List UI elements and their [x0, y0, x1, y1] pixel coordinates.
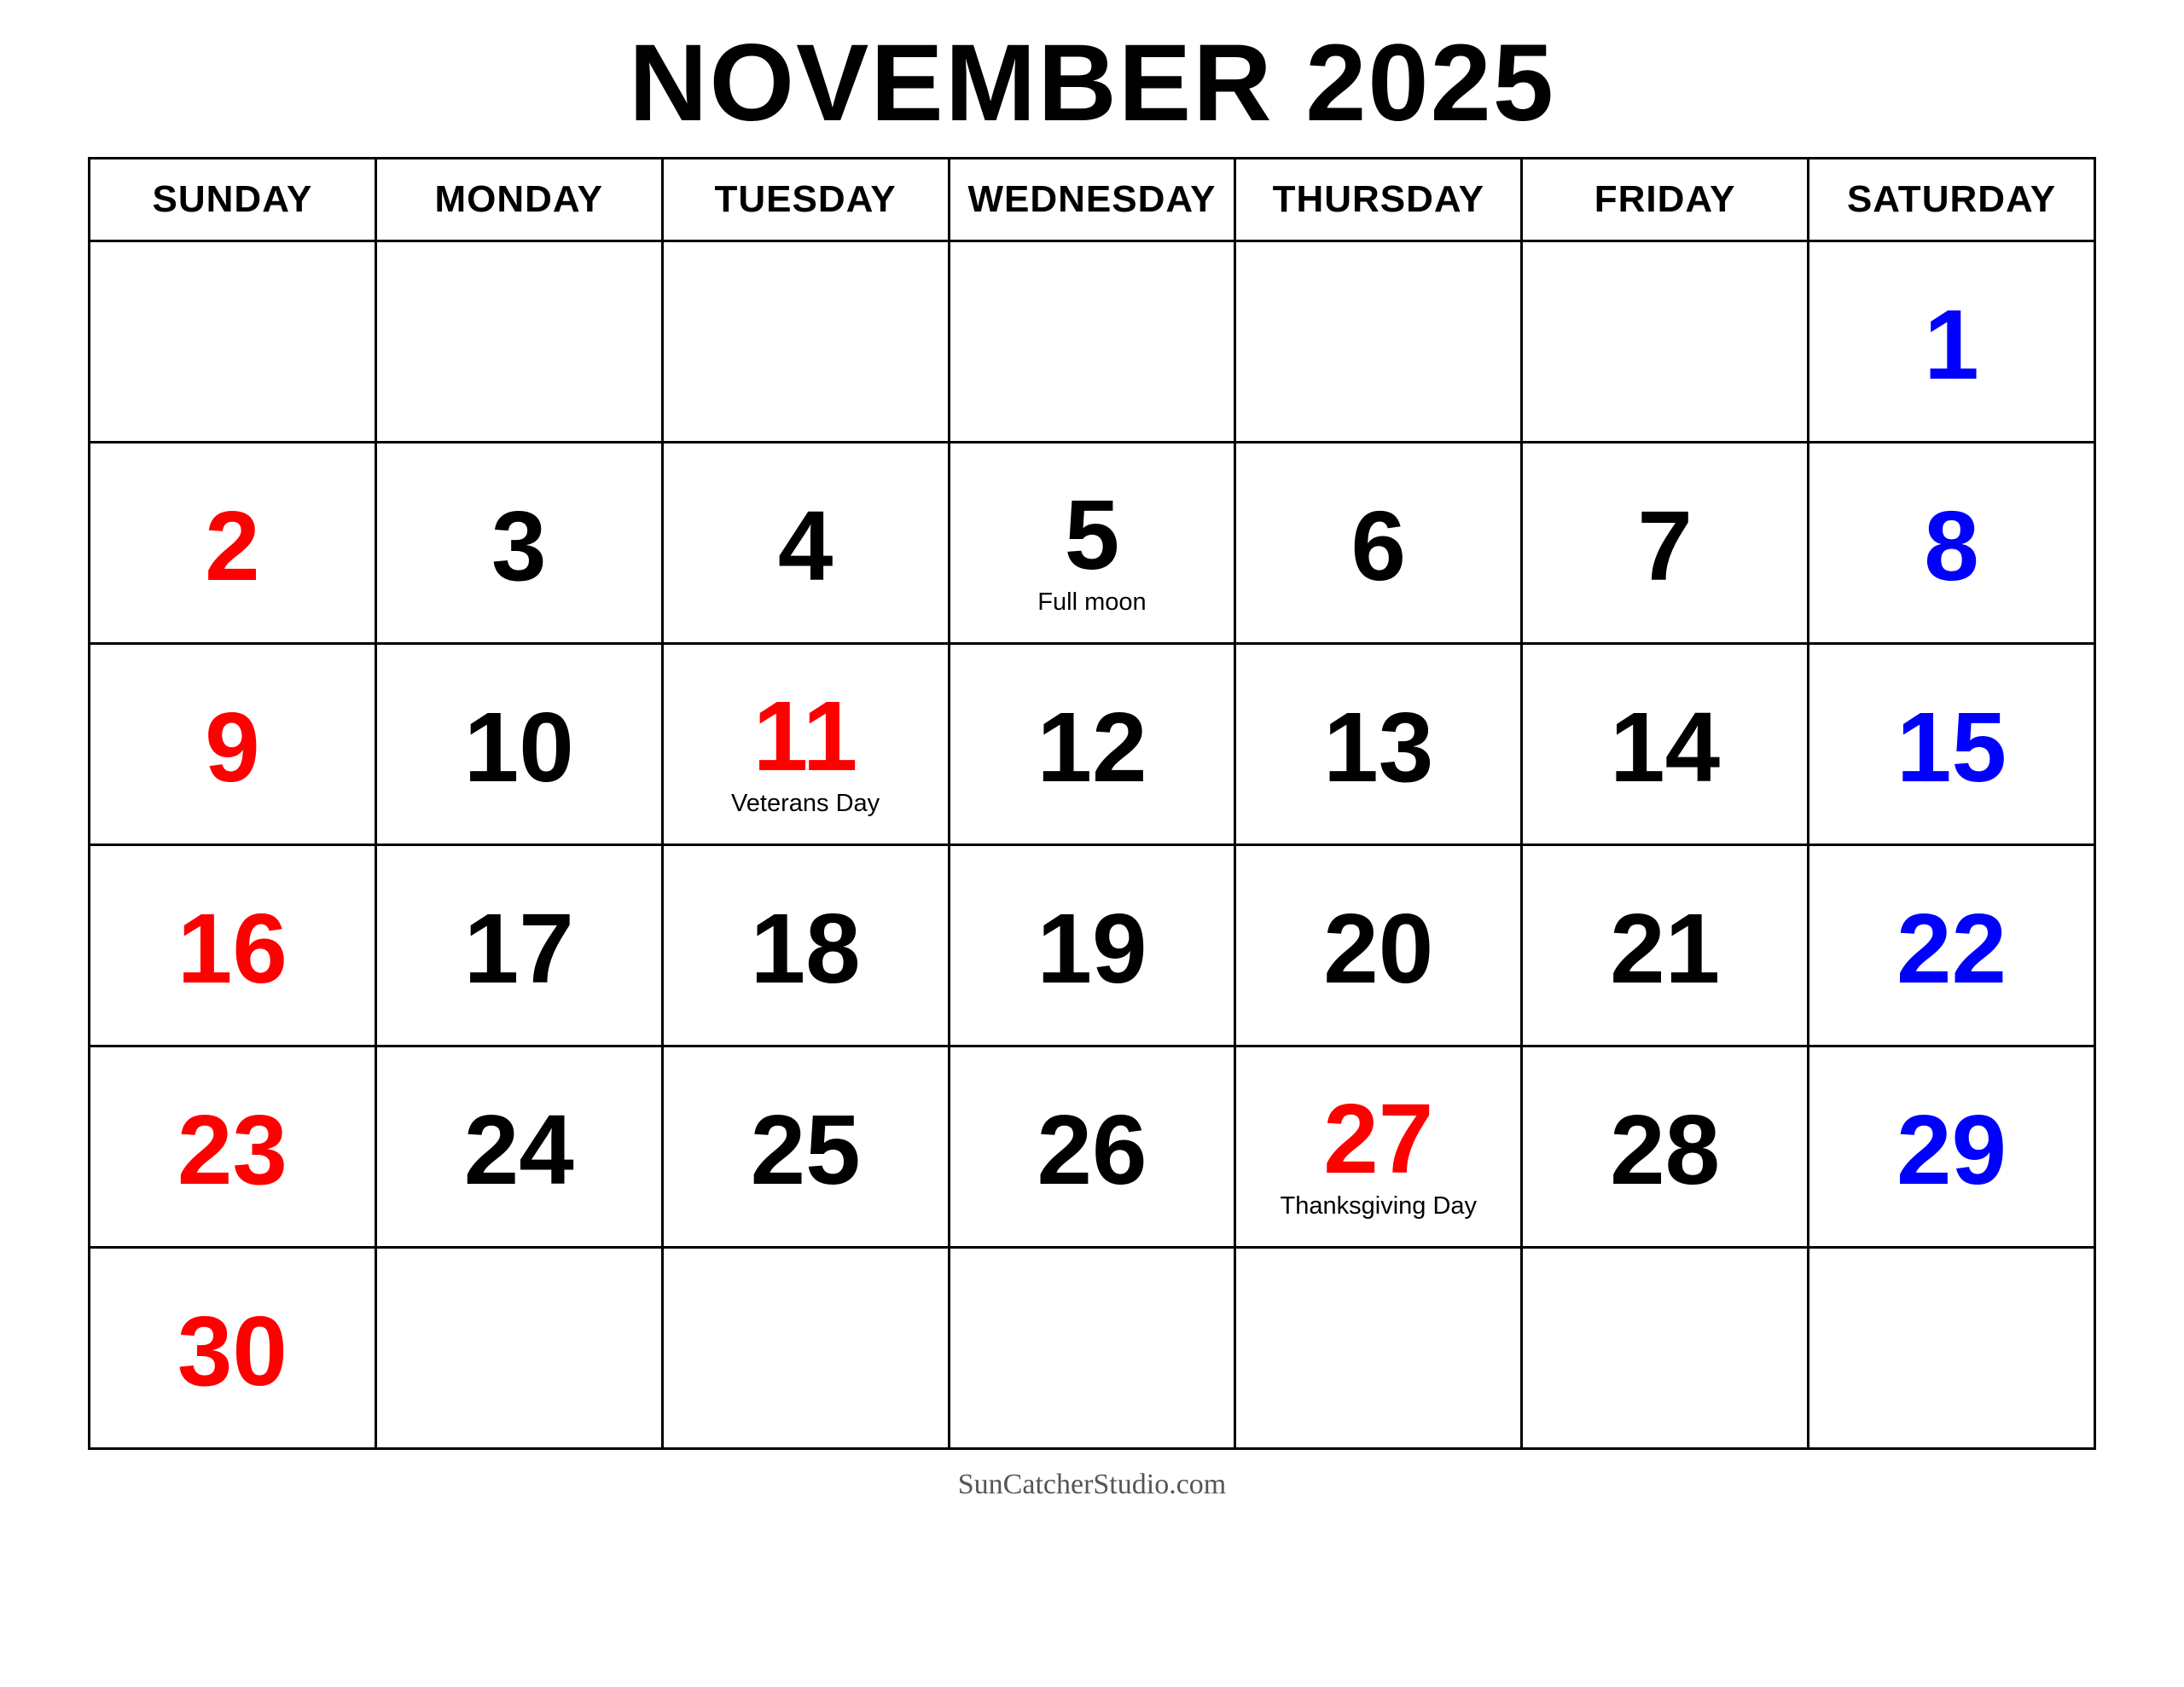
day-number: 23 — [177, 1093, 288, 1205]
day-cell[interactable] — [1809, 1248, 2095, 1449]
day-cell[interactable] — [375, 1248, 662, 1449]
day-cell[interactable] — [949, 241, 1235, 443]
weekday-header-tuesday: TUESDAY — [662, 159, 949, 241]
day-number: 2 — [205, 490, 260, 601]
day-cell[interactable] — [90, 845, 376, 1046]
day-cell[interactable] — [90, 1248, 376, 1449]
day-cell[interactable] — [1235, 241, 1522, 443]
day-cell[interactable] — [949, 443, 1235, 644]
calendar-week-row — [90, 845, 2095, 1046]
day-cell[interactable] — [949, 644, 1235, 845]
weekday-header-monday: MONDAY — [375, 159, 662, 241]
day-cell[interactable] — [949, 1248, 1235, 1449]
day-number: 18 — [750, 892, 861, 1004]
day-number: 6 — [1350, 490, 1407, 601]
day-cell[interactable] — [1809, 845, 2095, 1046]
day-cell[interactable] — [375, 845, 662, 1046]
calendar-week-row — [90, 644, 2095, 845]
calendar-week-row — [90, 443, 2095, 644]
day-number: 11 — [752, 680, 858, 791]
day-number: 1 — [1924, 288, 1979, 400]
weekday-header-row — [90, 159, 2095, 241]
day-number: 5 — [1064, 478, 1120, 590]
weekday-header-sunday: SUNDAY — [90, 159, 376, 241]
day-cell[interactable] — [375, 443, 662, 644]
day-event: Veterans Day — [731, 789, 880, 817]
day-cell[interactable] — [1522, 1046, 1809, 1248]
day-cell[interactable] — [90, 644, 376, 845]
day-cell[interactable] — [1522, 443, 1809, 644]
day-number: 12 — [1037, 691, 1147, 803]
day-number: 9 — [205, 691, 260, 803]
day-cell[interactable] — [662, 1046, 949, 1248]
day-cell[interactable] — [1809, 241, 2095, 443]
day-number: 10 — [463, 691, 574, 803]
day-cell[interactable] — [90, 241, 376, 443]
day-cell[interactable] — [949, 845, 1235, 1046]
day-cell[interactable] — [1809, 644, 2095, 845]
footer-credit: SunCatcherStudio.com — [957, 1469, 1227, 1500]
day-cell[interactable] — [662, 241, 949, 443]
day-cell[interactable] — [90, 443, 376, 644]
day-number: 29 — [1896, 1093, 2007, 1205]
day-cell[interactable] — [1522, 241, 1809, 443]
weekday-header-saturday: SATURDAY — [1809, 159, 2095, 241]
day-cell[interactable] — [1522, 644, 1809, 845]
day-cell[interactable] — [1235, 845, 1522, 1046]
day-cell[interactable] — [662, 1248, 949, 1449]
day-cell[interactable] — [1235, 1248, 1522, 1449]
day-cell[interactable] — [949, 1046, 1235, 1248]
day-number: 16 — [177, 892, 288, 1004]
day-number: 27 — [1323, 1082, 1434, 1194]
day-cell[interactable] — [1809, 1046, 2095, 1248]
day-number: 19 — [1037, 892, 1147, 1004]
day-number: 26 — [1037, 1093, 1147, 1205]
calendar-grid — [88, 157, 2096, 1450]
calendar-week-row — [90, 241, 2095, 443]
day-cell[interactable] — [1522, 1248, 1809, 1449]
page-title: NOVEMBER 2025 — [629, 22, 1555, 144]
day-event: Thanksgiving Day — [1280, 1191, 1478, 1220]
day-cell[interactable] — [1235, 644, 1522, 845]
day-cell[interactable] — [1809, 443, 2095, 644]
weekday-header-wednesday: WEDNESDAY — [949, 159, 1235, 241]
day-cell[interactable] — [375, 644, 662, 845]
calendar-body — [90, 241, 2095, 1449]
day-cell[interactable] — [1522, 845, 1809, 1046]
day-cell[interactable] — [375, 1046, 662, 1248]
day-number: 24 — [463, 1093, 574, 1205]
day-number: 28 — [1610, 1093, 1721, 1205]
weekday-header-friday: FRIDAY — [1522, 159, 1809, 241]
day-number: 22 — [1896, 892, 2007, 1004]
day-number: 20 — [1323, 892, 1434, 1004]
day-number: 4 — [777, 490, 834, 601]
day-cell[interactable] — [1235, 443, 1522, 644]
day-number: 3 — [491, 490, 547, 601]
calendar-week-row — [90, 1046, 2095, 1248]
day-number: 30 — [177, 1295, 288, 1406]
day-number: 13 — [1323, 691, 1434, 803]
day-number: 8 — [1924, 490, 1979, 601]
day-number: 17 — [463, 892, 574, 1004]
weekday-header-thursday: THURSDAY — [1235, 159, 1522, 241]
day-number: 15 — [1896, 691, 2007, 803]
calendar-week-row — [90, 1248, 2095, 1449]
day-cell[interactable] — [90, 1046, 376, 1248]
day-cell[interactable] — [662, 845, 949, 1046]
day-event: Full moon — [1037, 588, 1147, 616]
day-number: 7 — [1637, 490, 1693, 601]
day-number: 21 — [1610, 892, 1721, 1004]
day-number: 14 — [1610, 691, 1721, 803]
day-cell[interactable] — [1235, 1046, 1522, 1248]
day-cell[interactable] — [375, 241, 662, 443]
day-number: 25 — [750, 1093, 861, 1205]
day-cell[interactable] — [662, 443, 949, 644]
day-cell[interactable] — [662, 644, 949, 845]
